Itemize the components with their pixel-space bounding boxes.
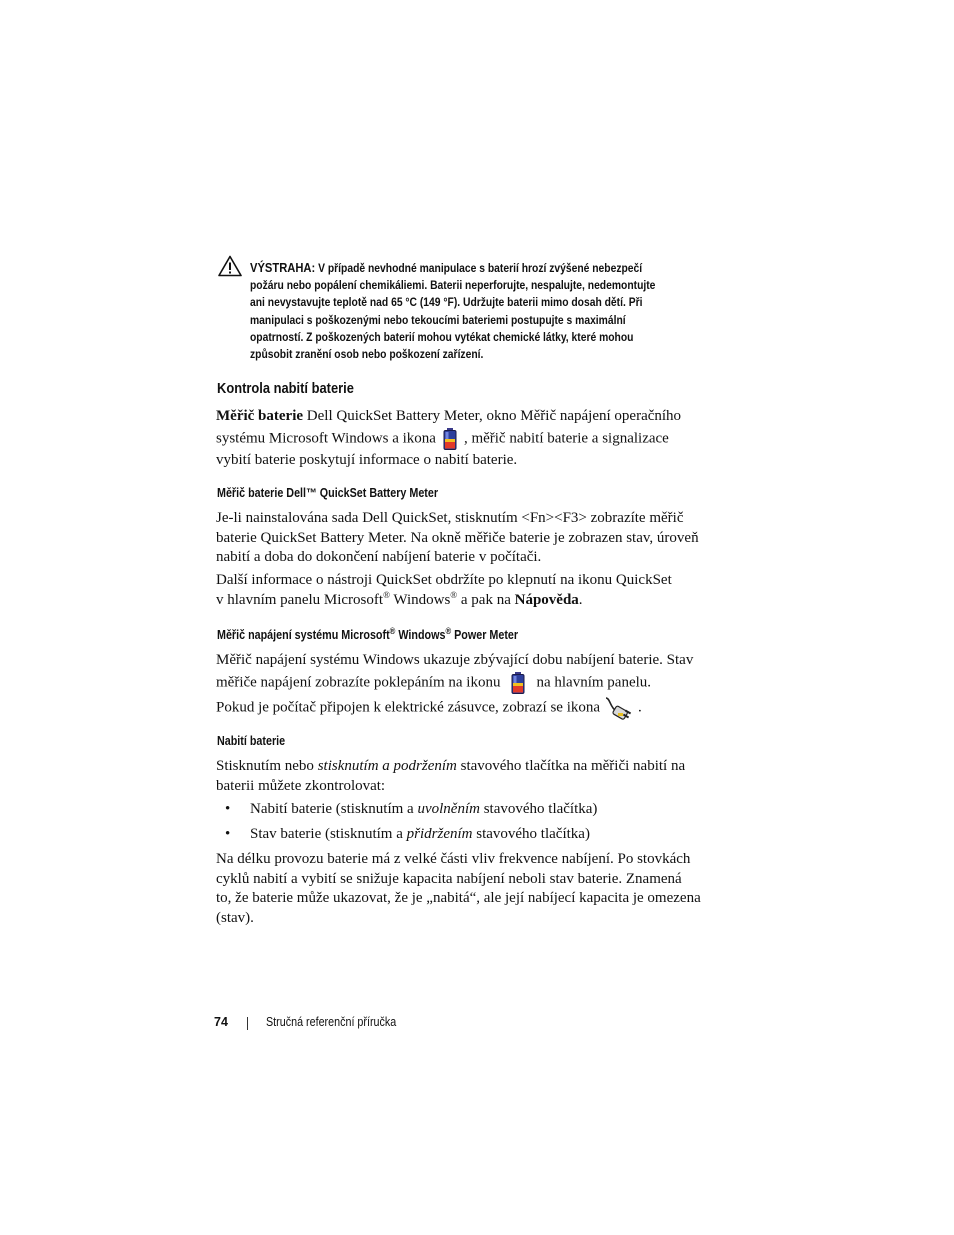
heading-quickset-battery-meter: Měřič baterie Dell™ QuickSet Battery Meter [217,486,439,500]
battery-icon [440,427,460,451]
footer-title: Stručná referenční příručka [266,1015,397,1029]
list-item: • Nabití baterie (stisknutím a uvolněním stavového tlačítka) [225,800,597,820]
intro-paragraph: Měřič baterie Dell QuickSet Battery Meter, okno Měřič napájení operačního systému Microsoft Windows a ikona , měřič nabití baterie a signalizace vybití baterie poskytují informace o nabití baterie. [216,408,682,468]
warning-block [250,259,720,363]
battery-health-paragraph: Na délku provozu baterie má z velké části vliv frekvence nabíjení. Po stovkách cyklů nabití a vybití se snižuje kapacita nabíjení neboli stav baterie. Znamená to, že baterie může ukazovat, že je „nabitá“, ale její nabíjecí kapacita je omezena (stav). [216,851,701,926]
warning-triangle-icon [218,255,242,277]
charge-paragraph: Stisknutím nebo stisknutím a podržením stavového tlačítka na měřiči nabití na baterii můžete zkontrolovat: [216,758,686,794]
quickset-paragraph: Je-li nainstalována sada Dell QuickSet, stisknutím <Fn><F3> zobrazíte měřič baterie QuickSet Battery Meter. Na okně měřiče baterie je zobrazen stav, úroveň nabití a doba do dokončení nabíjení baterie v počítači. [216,510,699,565]
warning-text-line: opatrností. Z poškozených baterií mohou vytékat chemické látky, které mohou [250,329,634,344]
bullet: • [225,826,231,842]
page-number: 74 [214,1015,228,1029]
warning-text-line: manipulaci s poškozenými nebo tekoucími bateriemi postupujte s maximální [250,312,626,327]
help-term: Nápověda [514,591,579,608]
bullet: • [225,801,231,817]
battery-meter-term: Měřič baterie [216,408,304,424]
section-title: Kontrola nabití baterie [217,380,354,397]
windows-meter-paragraph: Měřič napájení systému Windows ukazuje zbývající dobu nabíjení baterie. Stav měřiče napájení zobrazíte poklepáním na ikonu na hlavním panelu. [216,651,716,695]
warning-text-line: způsobit zranění osob nebo poškození zařízení. [250,347,484,362]
ac-plug-paragraph: Pokud je počítač připojen k elektrické zásuvce, zobrazí se ikona . [216,695,716,721]
list-item: • Stav baterie (stisknutím a přidržením stavového tlačítka) [225,825,590,845]
quickset-help-paragraph: Další informace o nástroji QuickSet obdržíte po klepnutí na ikonu QuickSet v hlavním panelu Microsoft® Windows® a pak na Nápověda. [216,572,672,608]
battery-icon [508,671,528,695]
warning-text-line: požáru nebo popálení chemikáliemi. Baterii neperforujte, nespalujte, nedemontujte [250,278,656,293]
ac-power-plug-icon [604,695,634,721]
warning-text-line: ani nevystavujte teplotě nad 65 °C (149 °F). Udržujte baterii mimo dosah dětí. Při [250,295,643,310]
warning-label: VÝSTRAHA: [250,260,316,275]
heading-windows-power-meter: Měřič napájení systému Microsoft® Windows® Power Meter [217,625,519,642]
heading-battery-charge: Nabití baterie [217,734,286,748]
footer-divider [247,1017,248,1030]
warning-text-line: V případě nevhodné manipulace s baterií hrozí zvýšené nebezpečí [318,261,643,275]
